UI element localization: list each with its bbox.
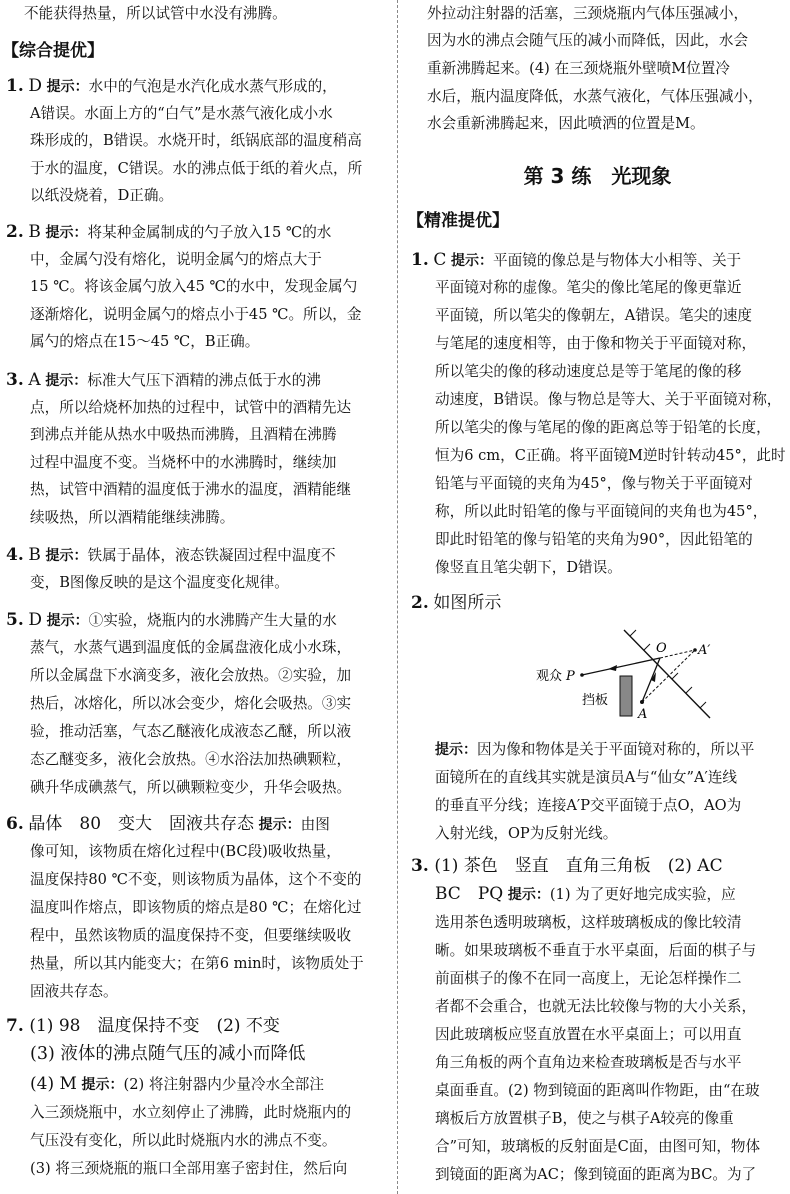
text-line: 水后，瓶内温度降低，水蒸气液化，气体压强减小， (427, 88, 763, 105)
text-line: 属勺的熔点在15～45 ℃，B正确。 (30, 333, 260, 350)
text-line: 即此时铅笔的像与铅笔的夹角为90°，因此铅笔的 (435, 531, 753, 548)
text-line: 碘升华成碘蒸气，所以碘颗粒变少，升华会吸热。 (30, 779, 352, 796)
text-line: 固液共存态。 (30, 983, 118, 1000)
question-6 (6, 814, 330, 835)
text-line: 15 ℃。将该金属勺放入45 ℃的水中，发现金属勺 (30, 278, 358, 295)
text-line: 热后，冰熔化，所以冰会变少，熔化会吸热。③实 (30, 695, 352, 712)
answer: (4) M (30, 1074, 77, 1094)
text-line: 角三角板的两个直角边来检查玻璃板是否与水平 (435, 1054, 742, 1071)
text-line: 蒸气，水蒸气遇到温度低的金属盘液化成小水珠， (30, 639, 352, 656)
hint-text: 标准大气压下酒精的沸点低于水的沸 (87, 372, 321, 389)
section-title-comprehensive: 【综合提优】 (2, 41, 104, 61)
text-line: 所以笔尖的像的移动速度总是等于笔尾的像的移 (435, 363, 742, 380)
text-line: 动速度，B错误。像与物总是等大、关于平面镜对称， (435, 391, 782, 408)
hint-text: ①实验，烧瓶内的水沸腾产生大量的水 (88, 612, 337, 629)
text-line: 气压没有变化，所以此时烧瓶内水的沸点不变。 (30, 1132, 337, 1149)
text-line: 称，所以此时铅笔的像与平面镜间的夹角也为45°， (435, 503, 768, 520)
question-number: 4. (6, 545, 24, 565)
hint-text: 铁属于晶体，液态铁凝固过程中温度不 (87, 547, 336, 564)
text-line: 平面镜，所以笔尖的像朝左，A错误。笔尖的速度 (435, 307, 753, 324)
text-line: 验，推动活塞，气态乙醚液化成液态乙醚，所以液 (30, 723, 352, 740)
answer: BC PQ (435, 884, 504, 904)
label-board: 挡板 (582, 693, 609, 708)
board-rect (620, 676, 632, 716)
question-number: 2. (6, 222, 24, 242)
answer: D (28, 610, 43, 630)
point-p (580, 673, 584, 677)
question-number: 1. (6, 76, 24, 96)
question-1 (411, 250, 741, 271)
text-line: 铅笔与平面镜的夹角为45°，像与物关于平面镜对 (435, 475, 753, 492)
reflected-ray (582, 658, 660, 675)
hint-label: 提示： (507, 887, 550, 903)
hint-text: (1) 为了更好地完成实验，应 (549, 886, 736, 903)
question-3 (411, 856, 723, 876)
answer: B (28, 222, 41, 242)
text-line: 不能获得热量，所以试管中水没有沸腾。 (24, 5, 287, 22)
text-line: 程中，虽然该物质的温度保持不变，但要继续吸收 (30, 927, 352, 944)
text-line: 于水的温度，C错误。水的沸点低于纸的着火点，所 (30, 160, 363, 177)
question-number: 1. (411, 250, 429, 270)
text-line: 的垂直平分线；连接A′P交平面镜于点O，AO为 (435, 797, 742, 814)
text-line: 与笔尾的速度相等，由于像和物关于平面镜对称， (435, 335, 757, 352)
answer: A (28, 370, 41, 390)
text-line: 点，所以给烧杯加热的过程中，试管中的酒精先达 (30, 399, 352, 416)
text-line: 水会重新沸腾起来，因此喷洒的位置是M。 (427, 115, 705, 132)
label-p: P (566, 669, 575, 684)
text-line: 到沸点并能从热水中吸热而沸腾，且酒精在沸腾 (30, 426, 337, 443)
right-column (405, 0, 790, 1194)
question-number: 6. (6, 814, 24, 834)
text-line: 入三颈烧瓶中，水立刻停止了沸腾，此时烧瓶内的 (30, 1104, 352, 1121)
text-line: 逐渐熔化，说明金属勺的熔点小于45 ℃。所以，金 (30, 306, 362, 323)
text-line: 平面镜对称的虚像。笔尖的像比笔尾的像更靠近 (435, 279, 742, 296)
answer-line: (3) 液体的沸点随气压的减小而降低 (30, 1044, 306, 1064)
question-1 (6, 76, 337, 97)
text-line: (3) 将三颈烧瓶的瓶口全部用塞子密封住，然后向 (30, 1160, 348, 1177)
column-divider (397, 0, 398, 1194)
text-line: 像竖直且笔尖朝下，D错误。 (435, 559, 622, 576)
question-4 (6, 545, 336, 566)
hint-label: 提示： (45, 548, 88, 564)
question-2 (6, 222, 331, 243)
label-a: A (638, 707, 648, 722)
hint-label: 提示： (46, 79, 89, 95)
text-line: 外拉动注射器的活塞，三颈烧瓶内气体压强减小， (427, 5, 749, 22)
text-line: 续吸热，所以酒精能继续沸腾。 (30, 509, 235, 526)
hint-text: 水中的气泡是水汽化成水蒸气形成的， (88, 78, 337, 95)
question-5 (6, 610, 337, 631)
text-line: 璃板后方放置棋子B，使之与棋子A较亮的像重 (435, 1110, 734, 1127)
answer: (1) 茶色 竖直 直角三角板 (2) AC (434, 856, 723, 876)
text-line: 态乙醚变多，液化会放热。④水浴法加热碘颗粒， (30, 751, 352, 768)
hint-label: 提示： (45, 373, 88, 389)
question-3 (6, 370, 321, 391)
text-line: 热量，所以其内能变大；在第6 min时，该物质处于 (30, 955, 364, 972)
section-title-precise: 【精准提优】 (407, 211, 509, 231)
label-o: O (656, 641, 667, 656)
ray-arrow (608, 665, 617, 671)
question-number: 7. (6, 1016, 24, 1036)
text-line: 温度叫作熔点，即该物质的熔点是80 ℃；在熔化过 (30, 899, 362, 916)
hint-label: 提示： (81, 1077, 124, 1093)
text-line: 恒为6 cm，C正确。将平面镜M逆时针转动45°，此时 (435, 447, 786, 464)
point-a-prime (693, 648, 697, 652)
mirror-hatching (630, 630, 706, 708)
text-line: 中，金属勺没有熔化，说明金属勺的熔点大于 (30, 251, 322, 268)
hint-label: 提示： (45, 225, 88, 241)
text-line: 到镜面的距离为AC；像到镜面的距离为BC。为了 (435, 1166, 757, 1183)
text-line: 珠形成的，B错误。水烧开时，纸锅底部的温度稍高 (30, 132, 362, 149)
text-line: A错误。水面上方的“白气”是水蒸气液化成小水 (30, 105, 333, 122)
hint-label: 提示： (258, 817, 301, 833)
answer-line (30, 1074, 324, 1095)
hint-text: (2) 将注射器内少量冷水全部注 (123, 1076, 324, 1093)
text-line: 晰。如果玻璃板不垂直于水平桌面，后面的棋子与 (435, 942, 757, 959)
answer: 如图所示 (433, 593, 502, 613)
text-line: 选用茶色透明玻璃板，这样玻璃板成的像比较清 (435, 914, 742, 931)
left-column (0, 0, 392, 1194)
text-line: 前面棋子的像不在同一高度上，无论怎样操作二 (435, 970, 742, 987)
question-7 (6, 1016, 280, 1036)
text-line: 入射光线，OP为反射光线。 (435, 825, 618, 842)
point-a (640, 700, 644, 704)
text-line: 所以金属盘下水滴变多，液化会放热。②实验，加 (30, 667, 352, 684)
question-number: 3. (411, 856, 429, 876)
text-line: 重新沸腾起来。(4) 在三颈烧瓶外壁喷M位置冷 (427, 60, 730, 77)
text-line: 热，试管中酒精的温度低于沸水的温度，酒精能继 (30, 481, 352, 498)
text-line: 温度保持80 ℃不变，则该物质为晶体，这个不变的 (30, 871, 362, 888)
label-audience: 观众 (536, 669, 563, 684)
hint-line (435, 740, 754, 760)
hint-text: 由图 (300, 816, 330, 833)
mirror-diagram (520, 628, 730, 728)
text-line: 以纸没烧着，D正确。 (30, 187, 174, 204)
hint-label: 提示： (451, 253, 494, 269)
text-line: 桌面垂直。(2) 物到镜面的距离叫作物距，由“在玻 (435, 1082, 760, 1099)
text-line: 像可知，该物质在熔化过程中(BC段)吸收热量， (30, 843, 341, 860)
answer: D (28, 76, 43, 96)
answer: (1) 98 温度保持不变 (2) 不变 (29, 1016, 280, 1036)
text-line: 面镜所在的直线其实就是演员A与“仙女”A′连线 (435, 769, 738, 786)
answer: B (28, 545, 41, 565)
question-2 (411, 593, 501, 614)
hint-label: 提示： (46, 613, 89, 629)
hint-label: 提示： (435, 742, 477, 758)
answer: C (433, 250, 447, 270)
question-number: 3. (6, 370, 24, 390)
text-line: 者都不会重合，也就无法比较像与物的大小关系， (435, 998, 757, 1015)
text-line: 过程中温度不变。当烧杯中的水沸腾时，继续加 (30, 454, 337, 471)
text-line: 所以笔尖的像与笔尾的像的距离总等于铅笔的长度， (435, 419, 771, 436)
question-number: 2. (411, 593, 429, 613)
text-line: 变，B图像反映的是这个温度变化规律。 (30, 574, 289, 591)
chapter-title: 第 3 练 光现象 (523, 164, 672, 188)
label-a-prime: A′ (698, 643, 711, 658)
answer: 晶体 80 变大 固液共存态 (28, 814, 255, 834)
hint-text: 平面镜的像总是与物体大小相等、关于 (493, 252, 742, 269)
question-number: 5. (6, 610, 24, 630)
answer-line (435, 884, 736, 905)
text-line: 因为水的沸点会随气压的减小而降低，因此，水会 (427, 32, 749, 49)
hint-text: 因为像和物体是关于平面镜对称的，所以平 (477, 741, 755, 758)
text-line: 合”可知，玻璃板的反射面是C面，由图可知，物体 (435, 1138, 761, 1155)
hint-text: 将某种金属制成的勺子放入15 ℃的水 (87, 224, 332, 241)
text-line: 因此玻璃板应竖直放置在水平桌面上；可以用直 (435, 1026, 742, 1043)
